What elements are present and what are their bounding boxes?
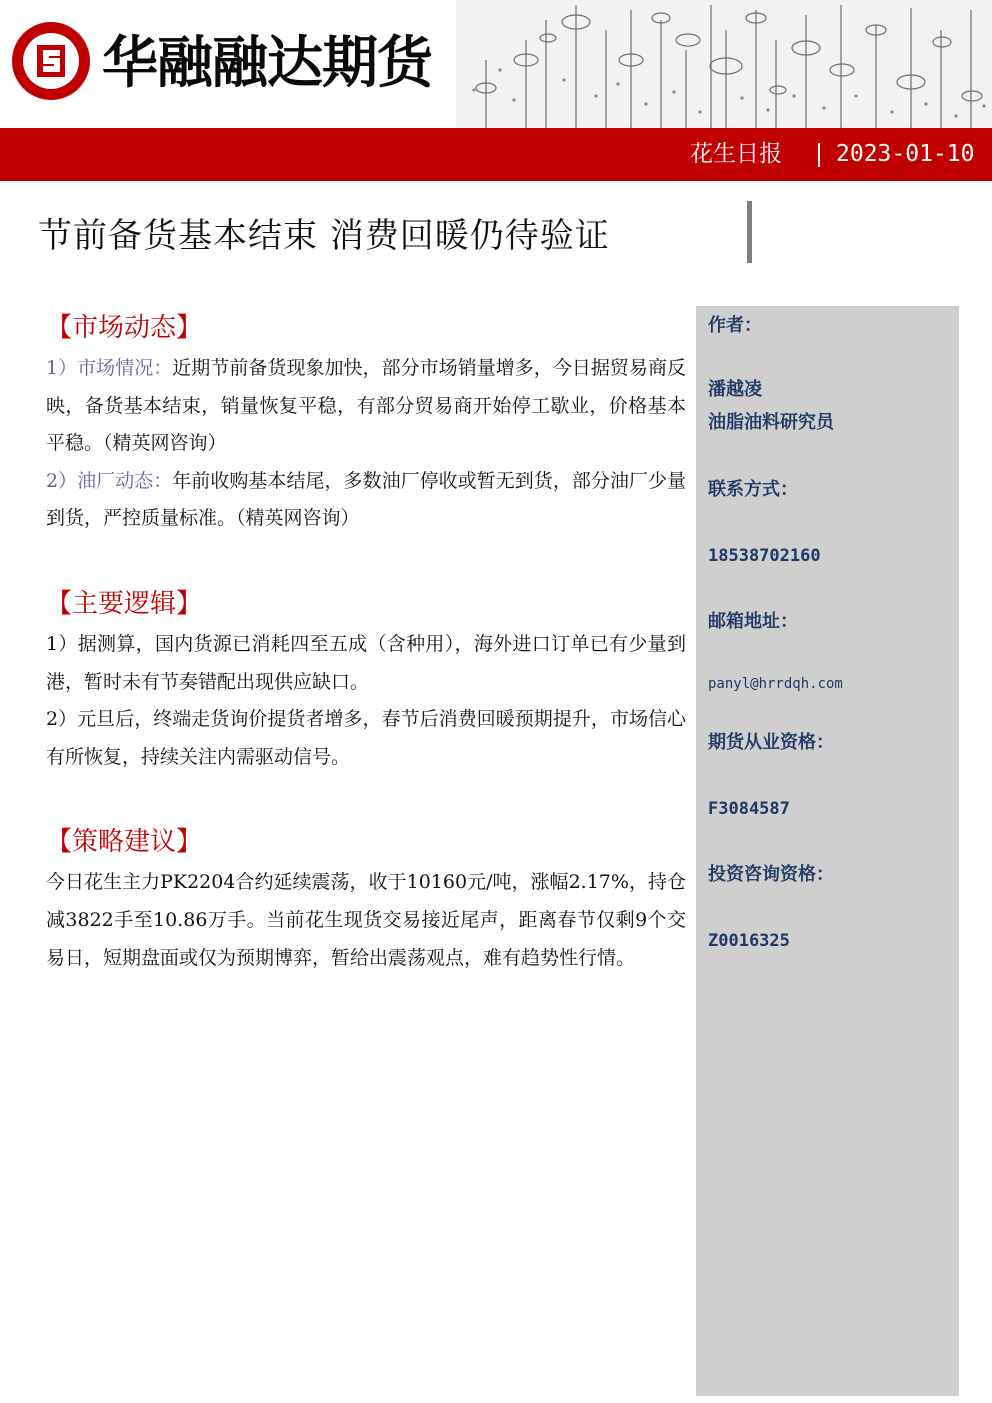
bar-divider [818,143,820,167]
company-logo-icon [10,20,92,102]
market-item-2-lead: 2）油厂动态： [46,469,173,492]
report-date: 2023-01-10 [836,141,975,167]
spacer [46,776,686,820]
market-item-1 [46,350,686,463]
consult-number: Z0016325 [708,931,790,951]
decorative-pattern [456,0,992,128]
logic-item-2: 2）元旦后，终端走货询价提货者增多，春节后消费回暖预期提升，市场信心有所恢复，持续关注内需驱动信号。 [46,708,686,768]
author-sidebar [696,306,959,1396]
phone-number: 18538702160 [708,546,821,566]
contact-label: 联系方式： [708,479,798,500]
main-content [46,306,686,977]
market-item-1-text: 近期节前备货现象加快，部分市场销量增多，今日据贸易商反映，备货基本结束，销量恢复平稳，有部分贸易商开始停工歇业，价格基本平稳。（精英网咨询） [46,357,686,455]
email-address[interactable]: panyl@hrrdqh.com [708,676,843,692]
consult-label: 投资咨询资格： [708,864,834,885]
section-title-market: 【市场动态】 [46,313,203,343]
market-item-2-text: 年前收购基本结尾，多数油厂停收或暂无到货，部分油厂少量到货，严控质量标准。（精英网咨询） [46,469,686,530]
author-name: 潘越凌 [708,379,762,400]
author-label: 作者： [708,315,762,336]
logic-item-1: 1）据测算，国内货源已消耗四至五成（含种用），海外进口订单已有少量到港，暂时未有节奏错配出现供应缺口。 [46,632,686,693]
email-label: 邮箱地址： [708,611,798,632]
section-title-logic: 【主要逻辑】 [46,588,203,619]
section-title-strategy: 【策略建议】 [46,827,203,858]
headline-divider [747,201,752,263]
license-label: 期货从业资格： [708,732,834,753]
strategy-text: 今日花生主力PK2204合约延续震荡，收于10160元/吨，涨幅2.17%，持仓减3822手至10.86万手。当前花生现货交易接近尾声，距离春节仅剩9个交易日，短期盘面或仅为预期博弈，暂给出震荡观点，难有趋势性行情。 [46,871,686,969]
license-number: F3084587 [708,799,790,819]
company-brand-name: 华融融达期货 [102,31,432,96]
page-header [0,0,992,128]
market-item-1-lead: 1）市场情况： [46,357,173,379]
report-headline: 节前备货基本结束 消费回暖仍待验证 [38,216,610,256]
report-type: 花生日报 [690,141,782,167]
author-title: 油脂油料研究员 [708,412,834,433]
market-item-2 [46,463,686,538]
spacer [46,538,686,582]
